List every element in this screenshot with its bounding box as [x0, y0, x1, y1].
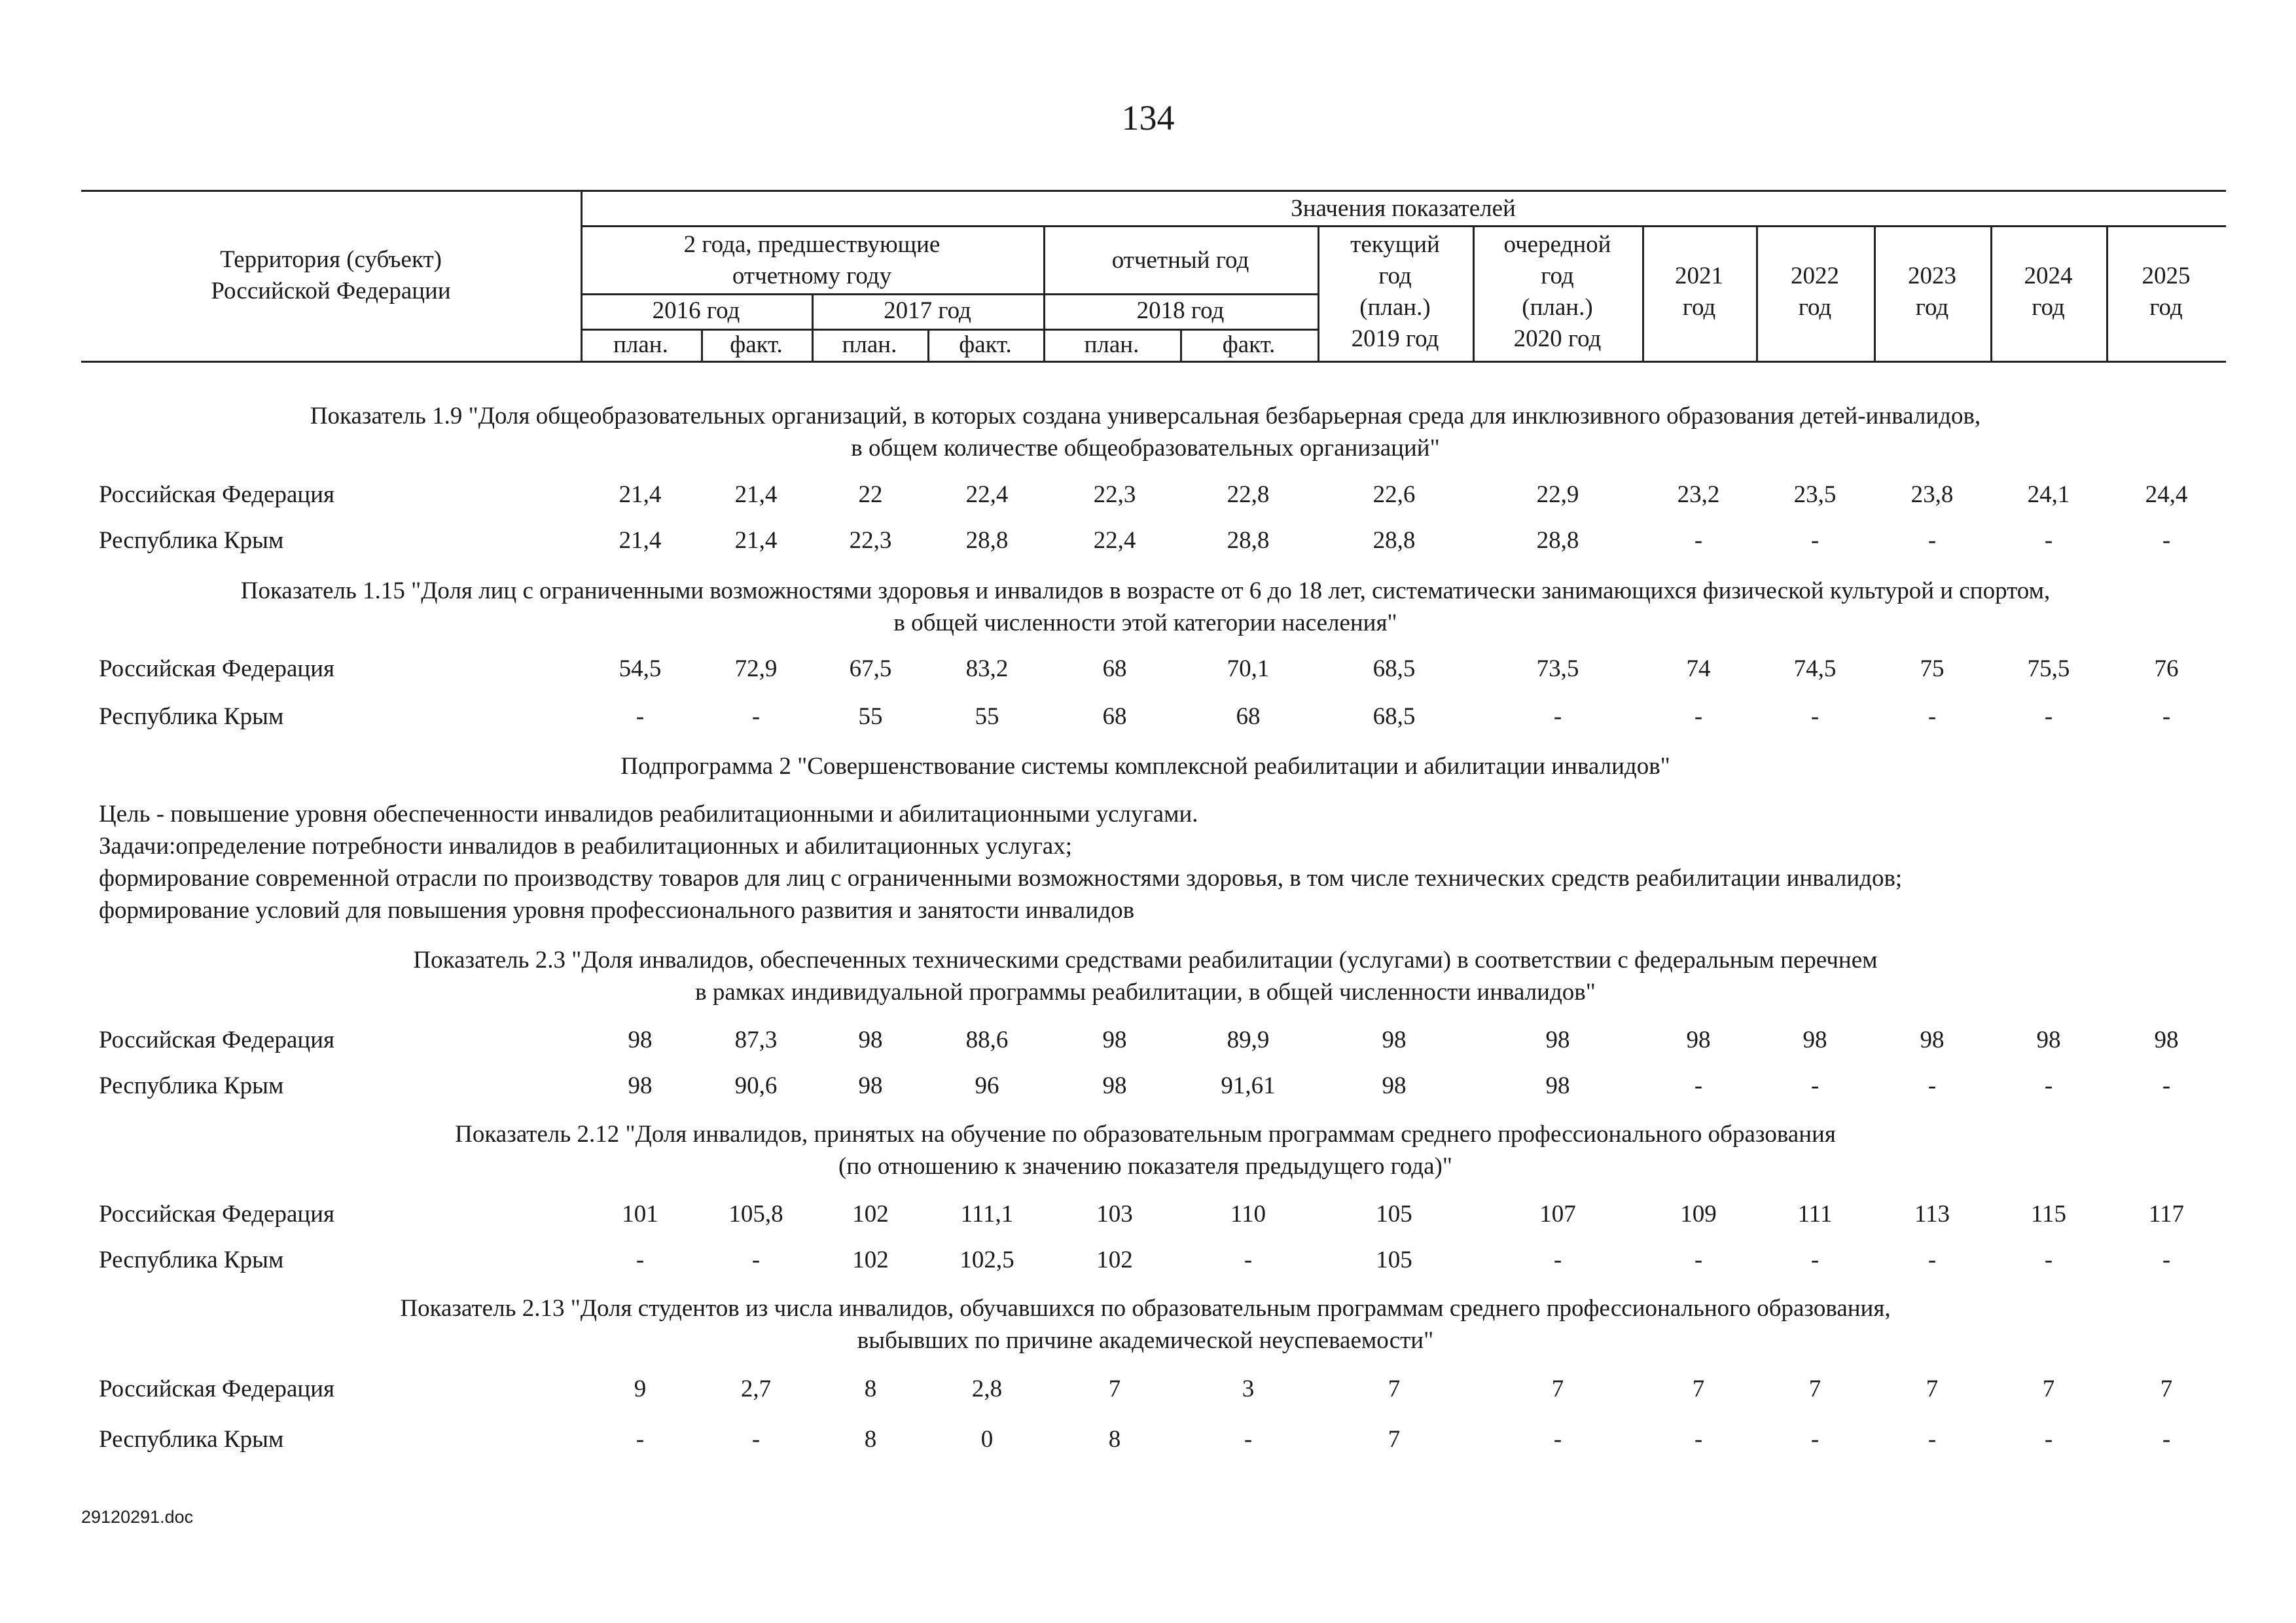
- value-cell: 7: [1808, 1376, 1821, 1402]
- row-label: Российская Федерация: [99, 481, 335, 508]
- row-label: Республика Крым: [99, 703, 284, 730]
- value-cell: 76: [2154, 655, 2179, 682]
- value-cell: 89,9: [1227, 1027, 1270, 1053]
- value-cell: 7: [1388, 1376, 1401, 1402]
- value-cell: 73,5: [1536, 655, 1579, 682]
- value-cell: -: [1694, 1426, 1703, 1453]
- value-cell: -: [1928, 1072, 1937, 1099]
- value-cell: 115: [2030, 1201, 2067, 1228]
- value-cell: 98: [1803, 1027, 1827, 1053]
- value-cell: 98: [2154, 1027, 2179, 1053]
- value-cell: -: [1928, 527, 1937, 554]
- value-cell: 91,61: [1221, 1072, 1276, 1099]
- fact-header: факт.: [730, 331, 783, 358]
- row-label: Республика Крым: [99, 1247, 284, 1273]
- value-cell: 22,3: [1093, 481, 1136, 508]
- value-cell: 7: [1692, 1376, 1705, 1402]
- value-cell: -: [1810, 527, 1820, 554]
- value-cell: 2,8: [971, 1376, 1003, 1402]
- value-cell: 21,4: [619, 481, 662, 508]
- value-cell: 98: [1545, 1072, 1570, 1099]
- value-cell: 98: [1102, 1027, 1127, 1053]
- value-cell: 22,3: [849, 527, 892, 554]
- value-cell: -: [751, 703, 761, 730]
- indicator-2-13-title: Показатель 2.13 "Доля студентов из числа инвалидов, обучавшихся по образовательным программам среднего профессионального образования, выбывших по причине академической неуспеваемости": [400, 1295, 1891, 1354]
- value-cell: 103: [1096, 1201, 1133, 1228]
- value-cell: 68,5: [1372, 703, 1416, 730]
- value-cell: -: [2162, 1426, 2171, 1453]
- value-cell: 111: [1797, 1201, 1833, 1228]
- value-cell: 98: [628, 1027, 653, 1053]
- year-2022-header: 2022 год: [1791, 263, 1839, 321]
- prev-two-years-header: 2 года, предшествующие отчетному году: [683, 231, 941, 289]
- value-cell: -: [2162, 703, 2171, 730]
- value-cell: 98: [628, 1072, 653, 1099]
- value-cell: 87,3: [734, 1027, 778, 1053]
- value-cell: 68,5: [1372, 655, 1416, 682]
- value-cell: 98: [1102, 1072, 1127, 1099]
- territory-header: Территория (субъект) Российской Федерации: [211, 246, 451, 304]
- value-cell: 68: [1236, 703, 1261, 730]
- value-cell: 22,8: [1227, 481, 1270, 508]
- value-cell: -: [1928, 1426, 1937, 1453]
- value-cell: 22,4: [965, 481, 1009, 508]
- value-cell: 102: [852, 1247, 889, 1273]
- indicator-1-9-title: Показатель 1.9 "Доля общеобразовательных организаций, в которых создана универсальная безбарьерная среда для инклюзивного образования детей-инвалидов, в общем количестве общеобразовательных организаций": [310, 403, 1981, 462]
- value-cell: 28,8: [965, 527, 1009, 554]
- value-cell: -: [2044, 1426, 2053, 1453]
- header-rule-values: [581, 225, 2226, 227]
- value-cell: -: [1810, 1426, 1820, 1453]
- value-cell: 8: [864, 1376, 877, 1402]
- value-cell: 28,8: [1536, 527, 1579, 554]
- year-2021-header: 2021 год: [1675, 263, 1723, 321]
- row-label: Республика Крым: [99, 527, 284, 554]
- value-cell: -: [1810, 1247, 1820, 1273]
- value-cell: 98: [2036, 1027, 2061, 1053]
- value-cell: 8: [1108, 1426, 1121, 1453]
- plan-header: план.: [842, 331, 897, 358]
- header-bottom-rule: [81, 361, 2226, 363]
- value-cell: 24,1: [2027, 481, 2070, 508]
- row-label: Российская Федерация: [99, 1201, 335, 1228]
- value-cell: 83,2: [965, 655, 1009, 682]
- goal-line: формирование условий для повышения уровня профессионального развития и занятости инвалидов: [99, 897, 1135, 924]
- value-cell: -: [1553, 1247, 1562, 1273]
- plan-header: план.: [1084, 331, 1139, 358]
- value-cell: -: [1694, 1072, 1703, 1099]
- value-cell: 68: [1102, 655, 1127, 682]
- row-label: Российская Федерация: [99, 655, 335, 682]
- value-cell: -: [2044, 1247, 2053, 1273]
- value-cell: 98: [1545, 1027, 1570, 1053]
- value-cell: -: [1928, 703, 1937, 730]
- value-cell: -: [2162, 1247, 2171, 1273]
- value-cell: -: [1244, 1426, 1253, 1453]
- value-cell: -: [636, 1247, 645, 1273]
- value-cell: -: [636, 703, 645, 730]
- value-cell: 54,5: [619, 655, 662, 682]
- value-cell: 117: [2148, 1201, 2185, 1228]
- row-label: Республика Крым: [99, 1426, 284, 1453]
- value-cell: 68: [1102, 703, 1127, 730]
- value-cell: 7: [1108, 1376, 1121, 1402]
- subprogram-2-title: Подпрограмма 2 "Совершенствование системы комплексной реабилитации и абилитации инвалидов": [620, 753, 1670, 780]
- value-cell: 3: [1242, 1376, 1255, 1402]
- value-cell: 98: [1382, 1072, 1407, 1099]
- value-cell: 105,8: [728, 1201, 783, 1228]
- value-cell: 74: [1686, 655, 1711, 682]
- footer-filename: 29120291.doc: [81, 1507, 194, 1527]
- value-cell: -: [1928, 1247, 1937, 1273]
- value-cell: 7: [1551, 1376, 1564, 1402]
- value-cell: -: [1810, 703, 1820, 730]
- value-cell: 7: [1926, 1376, 1939, 1402]
- year-2017-header: 2017 год: [884, 297, 971, 324]
- value-cell: -: [1694, 527, 1703, 554]
- value-cell: 90,6: [734, 1072, 778, 1099]
- indicator-2-12-title: Показатель 2.12 "Доля инвалидов, принятых на обучение по образовательным программам среднего профессионального образования (по отношению к значению показателя предыдущего года)": [455, 1121, 1836, 1180]
- year-2016-header: 2016 год: [652, 297, 740, 324]
- value-cell: -: [1553, 1426, 1562, 1453]
- value-cell: -: [2044, 703, 2053, 730]
- value-cell: 22,4: [1093, 527, 1136, 554]
- value-cell: 107: [1539, 1201, 1576, 1228]
- value-cell: -: [1694, 1247, 1703, 1273]
- value-cell: 67,5: [849, 655, 892, 682]
- value-cell: -: [751, 1426, 761, 1453]
- value-cell: 88,6: [965, 1027, 1009, 1053]
- report-year-header: отчетный год: [1111, 247, 1249, 274]
- fact-header: факт.: [959, 331, 1012, 358]
- goal-line: Задачи:определение потребности инвалидов в реабилитационных и абилитационных услугах;: [99, 833, 1072, 860]
- value-cell: 74,5: [1793, 655, 1837, 682]
- value-cell: 22: [858, 481, 883, 508]
- goal-line: формирование современной отрасли по производству товаров для лиц с ограниченными возможностями здоровья, в том числе технических средств реабилитации инвалидов;: [99, 865, 1903, 892]
- value-cell: 21,4: [734, 481, 778, 508]
- indicator-values-header: Значения показателей: [1291, 195, 1516, 222]
- indicator-1-15-title: Показатель 1.15 "Доля лиц с ограниченными возможностями здоровья и инвалидов в возрасте от 6 до 18 лет, систематически занимающихся физической культурой и спортом, в общей численности этой категории населения": [240, 577, 2051, 636]
- value-cell: 24,4: [2145, 481, 2188, 508]
- value-cell: -: [1553, 703, 1562, 730]
- value-cell: 98: [1382, 1027, 1407, 1053]
- value-cell: 7: [2160, 1376, 2173, 1402]
- value-cell: 2,7: [740, 1376, 772, 1402]
- indicator-2-3-title: Показатель 2.3 "Доля инвалидов, обеспеченных техническими средствами реабилитации (услугами) в соответствии с федеральным перечнем в рамках индивидуальной программы реабилитации, в общей численности инвалидов": [413, 947, 1878, 1006]
- value-cell: 23,2: [1677, 481, 1720, 508]
- year-2018-header: 2018 год: [1136, 297, 1225, 324]
- value-cell: 102: [1096, 1247, 1133, 1273]
- value-cell: 55: [975, 703, 999, 730]
- goal-line: Цель - повышение уровня обеспеченности инвалидов реабилитационными и абилитационными услугами.: [99, 801, 1198, 828]
- value-cell: -: [1244, 1247, 1253, 1273]
- value-cell: 0: [980, 1426, 994, 1453]
- value-cell: 28,8: [1372, 527, 1416, 554]
- value-cell: 110: [1230, 1201, 1266, 1228]
- value-cell: 70,1: [1227, 655, 1270, 682]
- value-cell: 23,8: [1910, 481, 1954, 508]
- value-cell: 105: [1376, 1201, 1412, 1228]
- value-cell: 22,9: [1536, 481, 1579, 508]
- value-cell: -: [751, 1247, 761, 1273]
- value-cell: 109: [1680, 1201, 1717, 1228]
- year-2024-header: 2024 год: [2024, 263, 2073, 321]
- value-cell: -: [2162, 527, 2171, 554]
- value-cell: 7: [1388, 1426, 1401, 1453]
- value-cell: 8: [864, 1426, 877, 1453]
- value-cell: -: [2044, 527, 2053, 554]
- row-label: Российская Федерация: [99, 1027, 335, 1053]
- plan-header: план.: [613, 331, 668, 358]
- header-top-rule: [81, 190, 2226, 192]
- value-cell: 102: [852, 1201, 889, 1228]
- value-cell: 21,4: [734, 527, 778, 554]
- value-cell: -: [2162, 1072, 2171, 1099]
- row-label: Республика Крым: [99, 1072, 284, 1099]
- value-cell: -: [2044, 1072, 2053, 1099]
- page-number: 134: [1121, 98, 1175, 137]
- value-cell: 113: [1914, 1201, 1950, 1228]
- value-cell: 98: [1686, 1027, 1711, 1053]
- value-cell: 102,5: [960, 1247, 1014, 1273]
- value-cell: 21,4: [619, 527, 662, 554]
- value-cell: 105: [1376, 1247, 1412, 1273]
- year-2023-header: 2023 год: [1908, 263, 1956, 321]
- fact-header: факт.: [1222, 331, 1276, 358]
- year-2025-header: 2025 год: [2142, 263, 2191, 321]
- next-year-header: очередной год (план.) 2020 год: [1503, 231, 1611, 352]
- value-cell: 55: [858, 703, 883, 730]
- value-cell: 7: [2042, 1376, 2055, 1402]
- value-cell: -: [1810, 1072, 1820, 1099]
- value-cell: 9: [634, 1376, 647, 1402]
- value-cell: 23,5: [1793, 481, 1837, 508]
- value-cell: 101: [622, 1201, 658, 1228]
- value-cell: 28,8: [1227, 527, 1270, 554]
- value-cell: 98: [1920, 1027, 1945, 1053]
- value-cell: 75: [1920, 655, 1945, 682]
- value-cell: 98: [858, 1072, 883, 1099]
- value-cell: 22,6: [1372, 481, 1416, 508]
- value-cell: 111,1: [960, 1201, 1014, 1228]
- current-year-header: текущий год (план.) 2019 год: [1350, 231, 1440, 352]
- value-cell: 75,5: [2027, 655, 2070, 682]
- value-cell: -: [1694, 703, 1703, 730]
- value-cell: 96: [975, 1072, 999, 1099]
- value-cell: 72,9: [734, 655, 778, 682]
- row-label: Российская Федерация: [99, 1376, 335, 1402]
- value-cell: -: [636, 1426, 645, 1453]
- value-cell: 98: [858, 1027, 883, 1053]
